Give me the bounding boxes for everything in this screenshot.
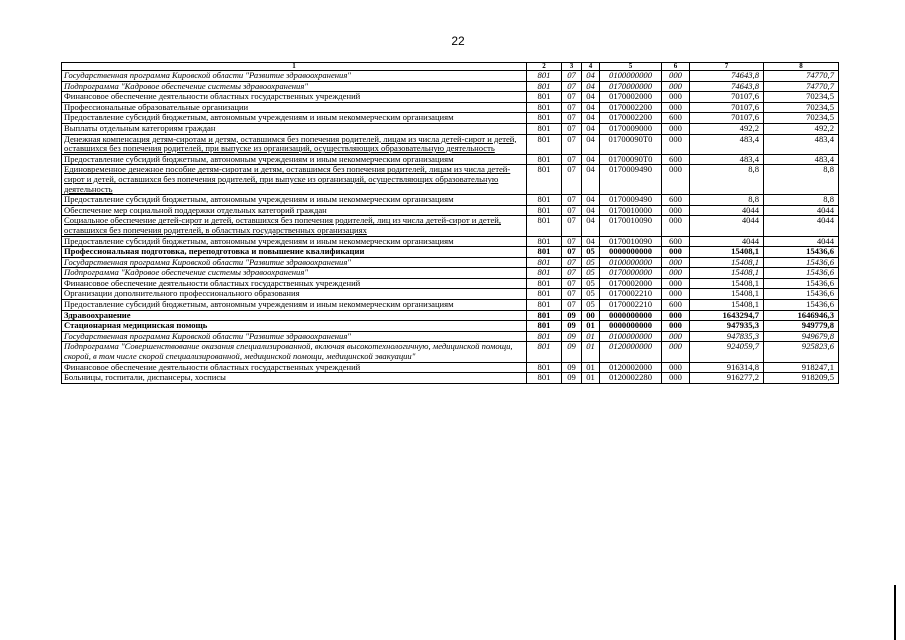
code-subsection: 05 [582,257,600,268]
code-ministry: 801 [527,154,562,165]
code-target-article: 0000000000 [600,321,662,332]
code-section: 07 [562,268,582,279]
table-row [62,257,839,268]
row-description-text: Стационарная медицинская помощь [64,320,208,331]
amount-year-1: 4044 [690,236,764,247]
row-description-text: Предоставление субсидий бюджетным, автономным учреждениям и иным некоммерческим организациям [64,112,454,123]
code-ministry: 801 [527,123,562,134]
amount-year-2: 15436,6 [764,268,839,279]
table-row [62,268,839,279]
code-section: 07 [562,92,582,103]
code-target-article: 0170002200 [600,102,662,113]
code-subsection: 05 [582,268,600,279]
code-subsection: 05 [582,278,600,289]
row-description-text: Предоставление субсидий бюджетным, автономным учреждениям и иным некоммерческим организациям [64,154,454,164]
code-expense-type: 600 [662,300,690,311]
code-expense-type: 000 [662,81,690,92]
budget-table [61,62,839,384]
code-target-article: 01700090Т0 [600,154,662,165]
amount-year-1: 916314,8 [690,362,764,373]
code-ministry: 801 [527,216,562,236]
row-description-text: Социальное обеспечение детей-сирот и детей, оставшихся без попечения родителей, лиц из числа детей-сирот и детей, оставшихся без попечения родителей, в областных государственных организациях [64,215,502,235]
code-target-article: 0170002000 [600,92,662,103]
code-expense-type: 000 [662,310,690,321]
row-description-text: Организации дополнительного профессионального образования [64,288,300,299]
code-section: 07 [562,236,582,247]
column-header: 5 [600,63,662,71]
code-ministry: 801 [527,247,562,258]
code-expense-type: 000 [662,268,690,279]
code-subsection: 04 [582,123,600,134]
code-ministry: 801 [527,134,562,154]
code-ministry: 801 [527,113,562,124]
table-row [62,310,839,321]
code-section: 07 [562,247,582,258]
code-expense-type: 600 [662,236,690,247]
amount-year-1: 15408,1 [690,289,764,300]
row-description [62,92,527,103]
code-ministry: 801 [527,236,562,247]
row-description [62,268,527,279]
amount-year-2: 949779,8 [764,321,839,332]
amount-year-1: 74643,8 [690,81,764,92]
amount-year-2: 925823,6 [764,342,839,362]
code-target-article: 0170009490 [600,165,662,195]
amount-year-1: 947835,3 [690,331,764,342]
row-description [62,195,527,206]
row-description-text: Государственная программа Кировской области "Развитие здравоохранения" [64,70,351,80]
code-section: 07 [562,71,582,82]
amount-year-1: 947935,3 [690,321,764,332]
amount-year-1: 924059,7 [690,342,764,362]
amount-year-2: 74770,7 [764,71,839,82]
code-section: 07 [562,216,582,236]
code-section: 09 [562,331,582,342]
row-description-text: Здравоохранение [64,310,131,320]
code-ministry: 801 [527,268,562,279]
code-target-article: 0120002000 [600,362,662,373]
table-row [62,331,839,342]
amount-year-2: 483,4 [764,154,839,165]
code-target-article: 0170010000 [600,205,662,216]
table-row [62,247,839,258]
amount-year-1: 4044 [690,205,764,216]
code-target-article: 0170000000 [600,268,662,279]
row-description [62,81,527,92]
amount-year-2: 8,8 [764,195,839,206]
row-description-text: Профессиональные образовательные организации [64,102,249,112]
code-subsection: 04 [582,113,600,124]
code-ministry: 801 [527,342,562,362]
table-row [62,373,839,384]
code-subsection: 04 [582,81,600,92]
code-target-article: 0170010090 [600,236,662,247]
row-description [62,247,527,258]
table-row [62,300,839,311]
table-row [62,102,839,113]
row-description-text: Подпрограмма "Совершенствование оказания специализированной, включая высокотехнологичную, медицинской помощи, скорой, в том числе скорой специализированной, медицинской помощи, медицинской эвакуации" [64,341,513,362]
code-ministry: 801 [527,92,562,103]
table-row [62,154,839,165]
code-subsection: 05 [582,300,600,311]
code-subsection: 04 [582,236,600,247]
row-description [62,257,527,268]
row-description-text: Финансовое обеспечение деятельности областных государственных учреждений [64,91,361,102]
column-header: 6 [662,63,690,71]
code-target-article: 0170010090 [600,216,662,236]
code-target-article: 0170002000 [600,278,662,289]
row-description [62,216,527,236]
amount-year-2: 70234,5 [764,92,839,103]
row-description [62,321,527,332]
code-subsection: 01 [582,373,600,384]
amount-year-2: 1646946,3 [764,310,839,321]
row-description-text: Больницы, госпитали, диспансеры, хосписы [64,372,226,383]
code-ministry: 801 [527,205,562,216]
code-section: 07 [562,113,582,124]
row-description [62,113,527,124]
row-description-text: Предоставление субсидий бюджетным, автономным учреждениям и иным некоммерческим организациям [64,299,454,310]
amount-year-1: 1643294,7 [690,310,764,321]
amount-year-1: 15408,1 [690,247,764,258]
code-ministry: 801 [527,165,562,195]
amount-year-2: 483,4 [764,134,839,154]
amount-year-1: 916277,2 [690,373,764,384]
row-description-text: Предоставление субсидий бюджетным, автономным учреждениям и иным некоммерческим организациям [64,194,454,205]
row-description [62,205,527,216]
code-section: 07 [562,134,582,154]
code-section: 07 [562,257,582,268]
table-row [62,123,839,134]
code-ministry: 801 [527,321,562,332]
code-target-article: 0100000000 [600,331,662,342]
amount-year-2: 15436,6 [764,278,839,289]
code-subsection: 04 [582,92,600,103]
column-header: 4 [582,63,600,71]
code-section: 09 [562,342,582,362]
code-target-article: 0100000000 [600,71,662,82]
column-header: 8 [764,63,839,71]
amount-year-1: 15408,1 [690,278,764,289]
code-expense-type: 000 [662,134,690,154]
amount-year-1: 70107,6 [690,113,764,124]
amount-year-1: 483,4 [690,154,764,165]
code-section: 07 [562,205,582,216]
code-expense-type: 000 [662,92,690,103]
code-target-article: 0170009490 [600,195,662,206]
code-section: 09 [562,373,582,384]
code-section: 07 [562,278,582,289]
code-subsection: 04 [582,71,600,82]
table-row [62,342,839,362]
page-edge-mark [894,585,896,640]
code-section: 07 [562,165,582,195]
table-body [62,63,839,384]
amount-year-2: 70234,5 [764,102,839,113]
code-subsection: 01 [582,321,600,332]
code-section: 07 [562,102,582,113]
code-ministry: 801 [527,81,562,92]
amount-year-2: 918247,1 [764,362,839,373]
code-expense-type: 600 [662,113,690,124]
amount-year-1: 483,4 [690,134,764,154]
amount-year-2: 15436,6 [764,300,839,311]
table-row [62,113,839,124]
code-expense-type: 000 [662,278,690,289]
amount-year-2: 70234,5 [764,113,839,124]
code-subsection: 04 [582,154,600,165]
code-target-article: 0170009000 [600,123,662,134]
code-subsection: 05 [582,247,600,258]
code-subsection: 04 [582,205,600,216]
column-header-row [62,63,839,71]
code-ministry: 801 [527,362,562,373]
amount-year-2: 15436,6 [764,257,839,268]
row-description-text: Единовременное денежное пособие детям-сиротам и детям, оставшимся без попечения родителей, лицам из числа детей-сирот и детей, оставшихся без попечения родителей, при выпуске из организаций, осуществляющих образовательную деятельность [64,164,511,194]
code-ministry: 801 [527,331,562,342]
row-description [62,362,527,373]
table-row [62,92,839,103]
code-section: 07 [562,195,582,206]
row-description [62,71,527,82]
amount-year-2: 492,2 [764,123,839,134]
code-section: 07 [562,289,582,300]
code-section: 07 [562,154,582,165]
code-target-article: 0170002210 [600,289,662,300]
code-ministry: 801 [527,257,562,268]
amount-year-1: 4044 [690,216,764,236]
code-subsection: 04 [582,134,600,154]
code-expense-type: 000 [662,123,690,134]
amount-year-2: 4044 [764,236,839,247]
code-section: 07 [562,81,582,92]
code-target-article: 0120002280 [600,373,662,384]
code-expense-type: 000 [662,71,690,82]
code-section: 09 [562,362,582,373]
amount-year-1: 15408,1 [690,268,764,279]
code-subsection: 04 [582,195,600,206]
code-target-article: 0100000000 [600,257,662,268]
amount-year-2: 15436,6 [764,289,839,300]
amount-year-2: 74770,7 [764,81,839,92]
amount-year-1: 70107,6 [690,92,764,103]
column-header: 7 [690,63,764,71]
row-description [62,165,527,195]
code-ministry: 801 [527,102,562,113]
row-description [62,123,527,134]
table-row [62,134,839,154]
row-description-text: Денежная компенсация детям-сиротам и детям, оставшимся без попечения родителей, лицам из числа детей-сирот и детей, оставшихся без попечения родителей, при выпуске из организаций, осуществляющих образовательную деятельность [64,134,517,154]
code-expense-type: 600 [662,195,690,206]
row-description-text: Предоставление субсидий бюджетным, автономным учреждениям и иным некоммерческим организациям [64,236,454,246]
code-subsection: 04 [582,165,600,195]
row-description [62,373,527,384]
code-ministry: 801 [527,278,562,289]
row-description-text: Финансовое обеспечение деятельности областных государственных учреждений [64,278,361,288]
code-target-article: 0000000000 [600,247,662,258]
code-expense-type: 000 [662,216,690,236]
row-description [62,289,527,300]
code-expense-type: 000 [662,247,690,258]
code-expense-type: 000 [662,321,690,332]
row-description [62,102,527,113]
code-expense-type: 000 [662,342,690,362]
table-row [62,195,839,206]
amount-year-2: 918209,5 [764,373,839,384]
table-row [62,71,839,82]
code-target-article: 0170002210 [600,300,662,311]
code-expense-type: 000 [662,205,690,216]
amount-year-1: 8,8 [690,195,764,206]
table-row [62,321,839,332]
code-expense-type: 600 [662,154,690,165]
table-row [62,81,839,92]
code-subsection: 01 [582,342,600,362]
table-row [62,216,839,236]
amount-year-1: 70107,6 [690,102,764,113]
code-subsection: 01 [582,362,600,373]
code-expense-type: 000 [662,373,690,384]
column-header: 1 [62,63,527,71]
amount-year-1: 492,2 [690,123,764,134]
code-expense-type: 000 [662,331,690,342]
row-description-text: Выплаты отдельным категориям граждан [64,123,216,133]
code-section: 07 [562,123,582,134]
code-expense-type: 000 [662,102,690,113]
amount-year-2: 4044 [764,216,839,236]
row-description-text: Государственная программа Кировской области "Развитие здравоохранения" [64,331,351,341]
code-target-article: 0120000000 [600,342,662,362]
table-row [62,289,839,300]
row-description [62,278,527,289]
row-description [62,331,527,342]
code-section: 07 [562,300,582,311]
table-row [62,205,839,216]
code-target-article: 0170000000 [600,81,662,92]
row-description-text: Обеспечение мер социальной поддержки отдельных категорий граждан [64,205,327,215]
code-ministry: 801 [527,71,562,82]
code-subsection: 04 [582,216,600,236]
code-subsection: 05 [582,289,600,300]
code-expense-type: 000 [662,362,690,373]
row-description-text: Финансовое обеспечение деятельности областных государственных учреждений [64,362,361,372]
code-target-article: 0170002200 [600,113,662,124]
code-ministry: 801 [527,310,562,321]
row-description [62,342,527,362]
code-expense-type: 000 [662,257,690,268]
code-ministry: 801 [527,289,562,300]
code-target-article: 01700090Т0 [600,134,662,154]
code-subsection: 01 [582,331,600,342]
amount-year-1: 74643,8 [690,71,764,82]
amount-year-2: 4044 [764,205,839,216]
table-row [62,236,839,247]
amount-year-1: 15408,1 [690,257,764,268]
row-description [62,300,527,311]
amount-year-2: 949679,8 [764,331,839,342]
table-row [62,165,839,195]
column-header: 2 [527,63,562,71]
code-subsection: 04 [582,102,600,113]
amount-year-1: 8,8 [690,165,764,195]
code-subsection: 00 [582,310,600,321]
code-ministry: 801 [527,195,562,206]
table-row [62,362,839,373]
page-number: 22 [451,34,465,48]
code-ministry: 801 [527,300,562,311]
code-expense-type: 000 [662,289,690,300]
code-expense-type: 000 [662,165,690,195]
amount-year-2: 15436,6 [764,247,839,258]
code-section: 09 [562,310,582,321]
row-description-text: Профессиональная подготовка, переподготовка и повышение квалификации [64,246,365,257]
code-ministry: 801 [527,373,562,384]
row-description-text: Подпрограмма "Кадровое обеспечение системы здравоохранения" [64,81,308,91]
amount-year-1: 15408,1 [690,300,764,311]
row-description-text: Государственная программа Кировской области "Развитие здравоохранения" [64,257,351,267]
row-description [62,134,527,154]
row-description [62,154,527,165]
code-section: 09 [562,321,582,332]
table-row [62,278,839,289]
row-description [62,236,527,247]
row-description-text: Подпрограмма "Кадровое обеспечение системы здравоохранения" [64,267,308,278]
amount-year-2: 8,8 [764,165,839,195]
column-header: 3 [562,63,582,71]
code-target-article: 0000000000 [600,310,662,321]
row-description [62,310,527,321]
